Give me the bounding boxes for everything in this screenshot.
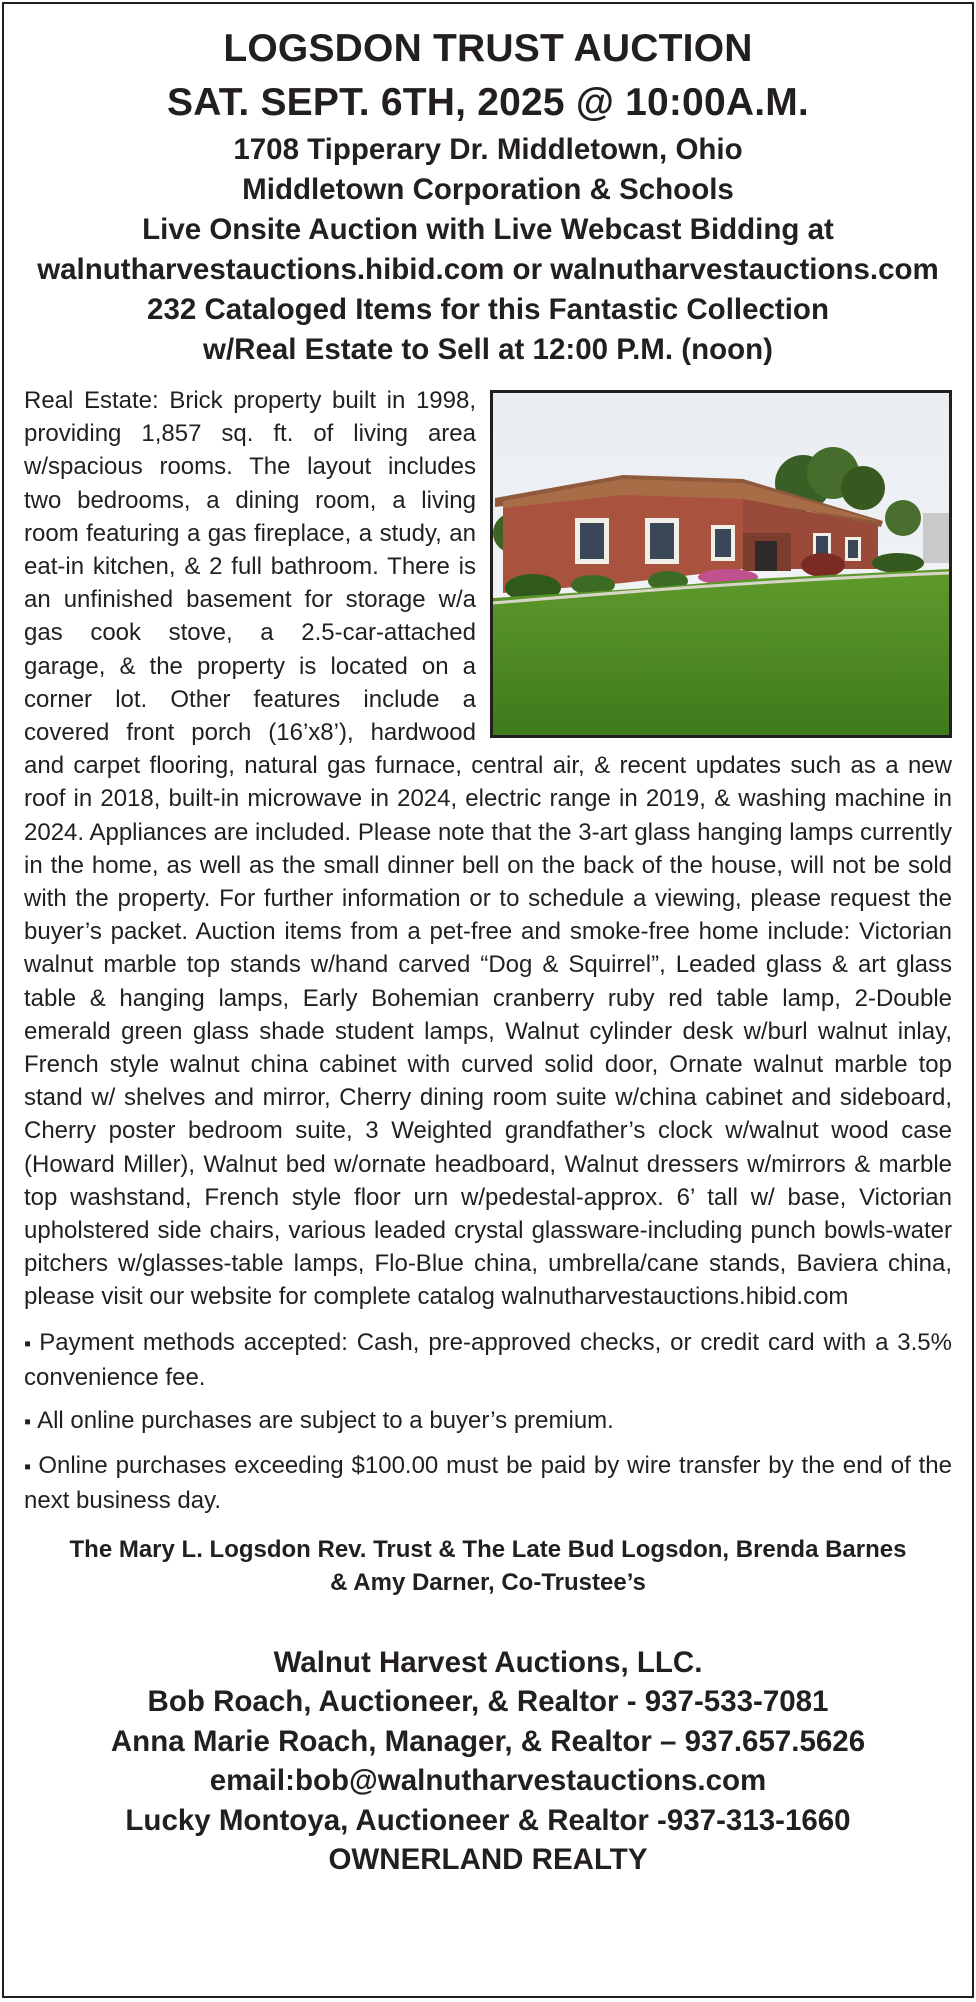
wire-transfer-terms: Online purchases exceeding $100.00 must be paid by wire transfer by the end of the next business day. — [24, 1451, 953, 1514]
ad-header — [24, 4, 952, 370]
catalog-count: 232 Cataloged Items for this Fantastic Collection — [147, 293, 829, 326]
buyer-premium-terms: All online purchases are subject to a buyer’s premium. — [37, 1406, 614, 1434]
bullet-icon: ▪ — [24, 1455, 33, 1478]
terms-list — [24, 1326, 952, 1517]
auction-advertisement — [2, 2, 974, 1998]
payment-terms: Payment methods accepted: Cash, pre-approved checks, or credit card with a 3.5% convenience fee. — [24, 1328, 952, 1391]
auctioneer-contact-1: Bob Roach, Auctioneer, & Realtor - 937-533-7081 — [147, 1685, 829, 1719]
real-estate-time: w/Real Estate to Sell at 12:00 P.M. (noon) — [203, 333, 773, 366]
email-contact: email:bob@walnutharvestauctions.com — [209, 1764, 767, 1798]
trustees-credit: The Mary L. Logsdon Rev. Trust & The Late Bud Logsdon, Brenda Barnes & Amy Darner, Co-Trustee’s — [69, 1535, 907, 1596]
bullet-icon: ▪ — [24, 1332, 34, 1355]
list-item — [24, 1326, 952, 1394]
bullet-icon: ▪ — [24, 1410, 32, 1433]
auction-address: 1708 Tipperary Dr. Middletown, Ohio — [233, 133, 743, 166]
school-district: Middletown Corporation & Schools — [242, 173, 734, 206]
list-item — [24, 1449, 952, 1517]
auctioneer-contacts — [24, 1643, 952, 1880]
realty-name: OWNERLAND REALTY — [328, 1843, 648, 1877]
manager-contact: Anna Marie Roach, Manager, & Realtor – 937.657.5626 — [110, 1724, 866, 1758]
website-links: walnutharvestauctions.hibid.com or walnutharvestauctions.com — [37, 253, 939, 286]
house-photo-icon — [493, 393, 949, 735]
list-item — [24, 1404, 952, 1439]
company-name: Walnut Harvest Auctions, LLC. — [273, 1645, 703, 1679]
auctioneer-contact-2: Lucky Montoya, Auctioneer & Realtor -937-313-1660 — [125, 1803, 851, 1837]
house-photo — [490, 390, 952, 738]
property-description-block — [24, 384, 952, 1314]
auction-date: SAT. SEPT. 6TH, 2025 @ 10:00A.M. — [167, 81, 809, 124]
property-description: Real Estate: Brick property built in 1998, providing 1,857 sq. ft. of living area w/spacious rooms. The layout includes two bedrooms, a dining room, a living room featuring a gas fireplace, a study, an eat-in kitchen, & 2 full bathroom. There is an unfinished basement for storage w/a gas cook stove, a 2.5-car-attached garage, & the property is located on a corner lot. Other features include a covered front porch (16’x8’), hardwood and carpet flooring, natural gas furnace, central air, & recent updates such as a new roof in 2018, built-in microwave in 2024, electric range in 2019, & washing machine in 2024. Appliances are included. Please note that the 3-art glass hanging lamps currently in the home, as well as the small dinner bell on the back of the house, will not be sold with the property. For further information or to schedule a viewing, please request the buyer’s packet. Auction items from a pet-free and smoke-free home include: Victorian walnut marble top stands w/hand carved “Dog & Squirrel”, Leaded glass & art glass table & hanging lamps, Early Bohemian cranberry ruby red table lamp, 2-Double emerald green glass shade student lamps, Walnut cylinder desk w/burl walnut inlay, French style walnut china cabinet with curved solid door, Ornate walnut marble top stand w/ shelves and mirror, Cherry dining room suite w/china cabinet and sideboard, Cherry poster bedroom suite, 3 Weighted grandfather’s clock w/walnut wood case (Howard Miller), Walnut bed w/ornate headboard, Walnut dressers w/mirrors & marble top washstand, French style floor urn w/pedestal-approx. 6’ tall w/ base, Victorian upholstered side chairs, various leaded crystal glassware-including punch bowls-water pitchers w/glasses-table lamps, Flo-Blue china, umbrella/cane stands, Baviera china, please visit our website for complete catalog walnutharvestauctions.hibid.com — [24, 387, 952, 1311]
webcast-line: Live Onsite Auction with Live Webcast Bidding at — [142, 213, 834, 246]
auction-title: LOGSDON TRUST AUCTION — [223, 27, 753, 70]
